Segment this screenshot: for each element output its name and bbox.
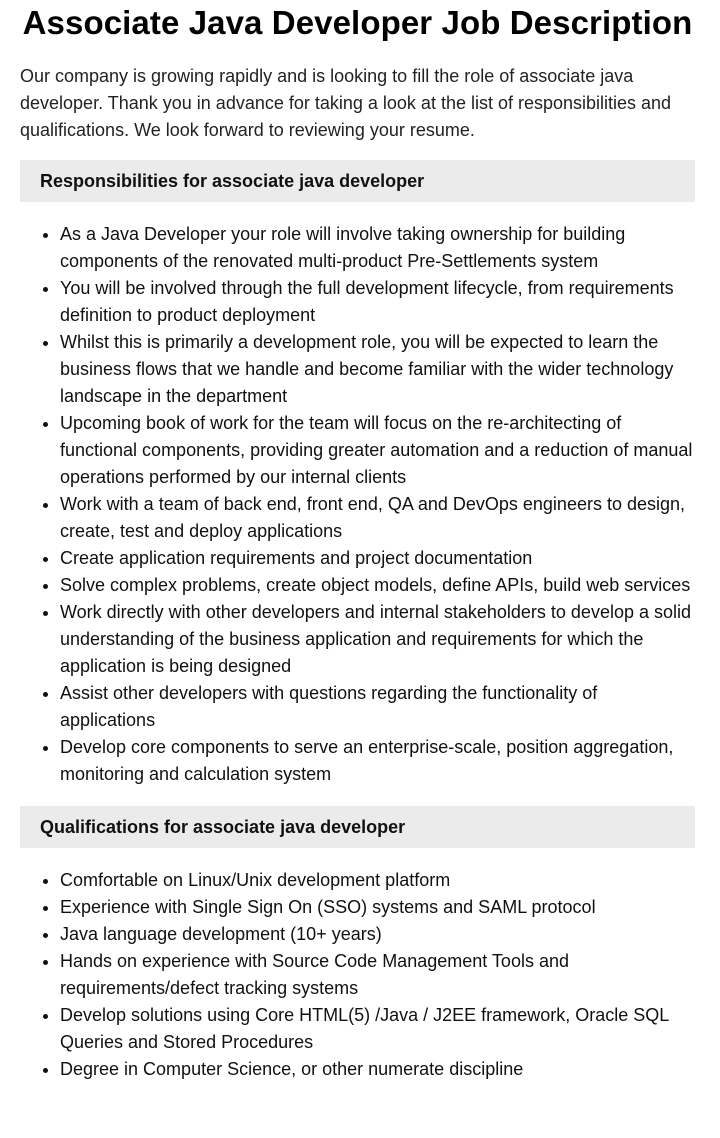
list-item: • Hands on experience with Source Code Management Tools and requirements/defect tracking systems <box>60 948 695 1002</box>
responsibilities-heading: Responsibilities for associate java developer <box>20 160 695 202</box>
list-item: • Create application requirements and project documentation <box>60 545 695 572</box>
list-item: • Comfortable on Linux/Unix development platform <box>60 867 695 894</box>
list-item: • You will be involved through the full development lifecycle, from requirements definition to product deployment <box>60 275 695 329</box>
list-item: • Whilst this is primarily a development role, you will be expected to learn the business flows that we handle and become familiar with the wider technology landscape in the department <box>60 329 695 410</box>
responsibilities-list <box>20 221 695 788</box>
list-item: • Solve complex problems, create object models, define APIs, build web services <box>60 572 695 599</box>
qualifications-heading: Qualifications for associate java developer <box>20 806 695 848</box>
qualifications-list <box>20 867 695 1083</box>
list-item: • Develop solutions using Core HTML(5) /Java / J2EE framework, Oracle SQL Queries and Stored Procedures <box>60 1002 695 1056</box>
list-item: • Upcoming book of work for the team will focus on the re-architecting of functional components, providing greater automation and a reduction of manual operations performed by our internal clients <box>60 410 695 491</box>
intro-paragraph: Our company is growing rapidly and is looking to fill the role of associate java developer. Thank you in advance for taking a look at the list of responsibilities and qualifications. We look forward to reviewing your resume. <box>20 66 672 140</box>
list-item: • Java language development (10+ years) <box>60 921 695 948</box>
list-item: • Experience with Single Sign On (SSO) systems and SAML protocol <box>60 894 695 921</box>
list-item: • Develop core components to serve an enterprise-scale, position aggregation, monitoring and calculation system <box>60 734 695 788</box>
list-item: • Degree in Computer Science, or other numerate discipline <box>60 1056 695 1083</box>
list-item: • As a Java Developer your role will involve taking ownership for building components of the renovated multi-product Pre-Settlements system <box>60 221 695 275</box>
list-item: • Work with a team of back end, front end, QA and DevOps engineers to design, create, test and deploy applications <box>60 491 695 545</box>
list-item: • Work directly with other developers and internal stakeholders to develop a solid understanding of the business application and requirements for which the application is being designed <box>60 599 695 680</box>
list-item: • Assist other developers with questions regarding the functionality of applications <box>60 680 695 734</box>
page-title: Associate Java Developer Job Description <box>22 4 693 41</box>
